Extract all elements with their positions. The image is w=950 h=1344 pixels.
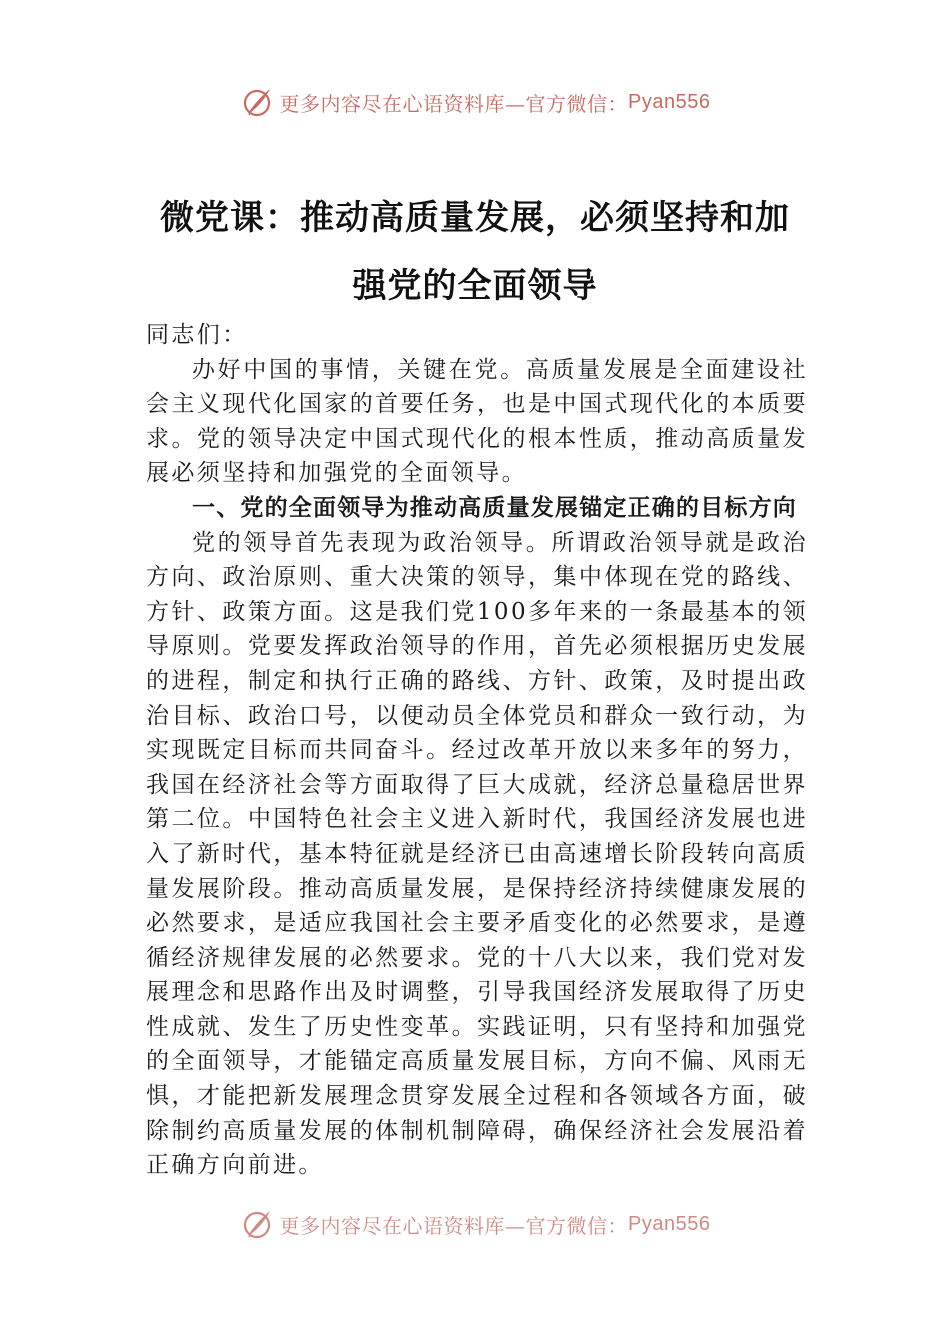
watermark-text: 更多内容尽在心语资料库—官方微信： (279, 91, 629, 116)
watermark-wechat-id: Pyan556 (628, 90, 711, 113)
watermark-text: 更多内容尽在心语资料库—官方微信： (279, 1213, 629, 1238)
intro-paragraph: 办好中国的事情，关键在党。高质量发展是全面建设社会主义现代化国家的首要任务，也是中国式现代化的本质要求。党的领导决定中国式现代化的根本性质，推动高质量发展必须坚持和加强党的全面领导。 (146, 356, 808, 487)
watermark-banner-bottom (0, 1206, 950, 1242)
document-title-line2: 强党的全面领导 (352, 266, 598, 306)
section1-heading: 一、党的全面领导为推动高质量发展锚定正确的目标方向 (192, 494, 797, 521)
watermark-banner-top (0, 84, 950, 120)
greeting: 同志们： (146, 322, 248, 348)
document-body (146, 318, 808, 1183)
quill-logo-icon (240, 1207, 274, 1241)
document-title-line1: 微党课：推动高质量发展，必须坚持和加 (160, 198, 790, 238)
section1-paragraph: 党的领导首先表现为政治领导。所谓政治领导就是政治方向、政治原则、重大决策的领导，集中体现在党的路线、方针、政策方面。这是我们党100多年来的一条最基本的领导原则。党要发挥政治领导的作用，首先必须根据历史发展的进程，制定和执行正确的路线、方针、政策，及时提出政治目标、政治口号，以便动员全体党员和群众一致行动，为实现既定目标而共同奋斗。经过改革开放以来多年的努力，我国在经济社会等方面取得了巨大成就，经济总量稳居世界第二位。中国特色社会主义进入新时代，我国经济发展也进入了新时代，基本特征就是经济已由高速增长阶段转向高质量发展阶段。推动高质量发展，是保持经济持续健康发展的必然要求，是适应我国社会主要矛盾变化的必然要求，是遵循经济规律发展的必然要求。党的十八大以来，我们党对发展理念和思路作出及时调整，引导我国经济发展取得了历史性成就、发生了历史性变革。实践证明，只有坚持和加强党的全面领导，才能锚定高质量发展目标，方向不偏、风雨无惧，才能把新发展理念贯穿发展全过程和各领域各方面，破除制约高质量发展的体制机制障碍，确保经济社会发展沿着正确方向前进。 (146, 529, 808, 1179)
watermark-wechat-id: Pyan556 (628, 1212, 711, 1235)
quill-logo-icon (240, 85, 274, 119)
